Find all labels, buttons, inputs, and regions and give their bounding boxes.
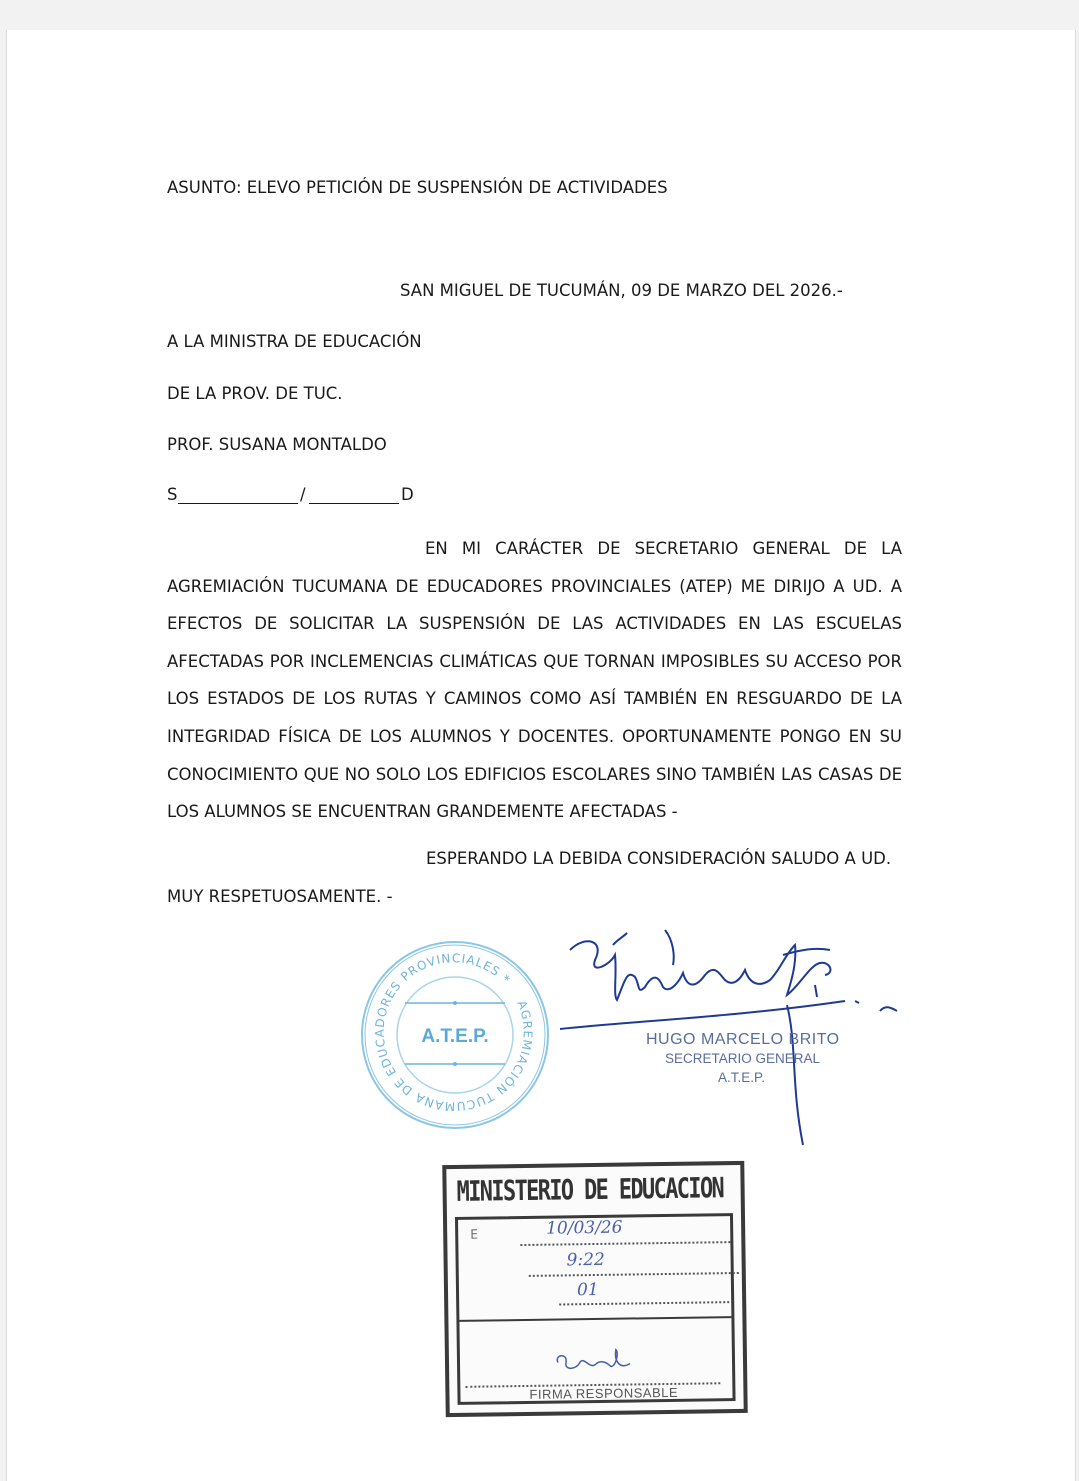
atep-seal-graphic xyxy=(355,938,555,1133)
signatory-org: A.T.E.P. xyxy=(718,1070,766,1085)
stamp-responsible-signature xyxy=(550,1347,640,1378)
seal-center-text: A.T.E.P. xyxy=(421,1026,489,1047)
stamp-title: MINISTERIO DE EDUCACION xyxy=(456,1171,724,1208)
salutation-sd xyxy=(167,485,427,509)
stamp-date-value: 10/03/26 xyxy=(546,1217,623,1239)
closing-line-1: ESPERANDO LA DEBIDA CONSIDERACIÓN SALUDO A UD. xyxy=(426,849,892,868)
stamp-time-value: 9:22 xyxy=(566,1249,605,1271)
stamp-label-date: E xyxy=(470,1227,479,1243)
stamp-field-time xyxy=(529,1271,739,1277)
closing-line-2: MUY RESPETUOSAMENTE. - xyxy=(167,887,393,906)
salutation-slash: / xyxy=(300,485,306,504)
stamp-field-number xyxy=(559,1300,729,1305)
salutation-d: D xyxy=(401,485,414,504)
signatory-title: SECRETARIO GENERAL xyxy=(665,1051,821,1066)
salutation-underline-2 xyxy=(309,503,399,504)
recipient-line-3: PROF. SUSANA MONTALDO xyxy=(167,435,387,454)
recipient-line-2: DE LA PROV. DE TUC. xyxy=(167,384,343,403)
signatory-name: HUGO MARCELO BRITO xyxy=(646,1031,840,1048)
stamp-field-date xyxy=(520,1240,730,1246)
stamp-footer-text: FIRMA RESPONSABLE xyxy=(529,1384,679,1402)
letter-date: SAN MIGUEL DE TUCUMÁN, 09 DE MARZO DEL 2026.- xyxy=(400,281,843,300)
recipient-line-1: A LA MINISTRA DE EDUCACIÓN xyxy=(167,332,422,351)
stamp-divider xyxy=(459,1316,731,1322)
stamp-inner-box xyxy=(455,1213,736,1405)
salutation-underline-1 xyxy=(178,503,298,504)
salutation-s: S xyxy=(167,485,178,504)
reception-stamp xyxy=(442,1161,747,1417)
stamp-number-value: 01 xyxy=(576,1279,599,1301)
letter-subject: ASUNTO: ELEVO PETICIÓN DE SUSPENSIÓN DE ACTIVIDADES xyxy=(167,178,668,197)
letter-body: EN MI CARÁCTER DE SECRETARIO GENERAL DE LA AGREMIACIÓN TUCUMANA DE EDUCADORES PROVINCIALES (ATEP) ME DIRIJO A UD. A EFECTOS DE SOLICITAR LA SUSPENSIÓN DE LAS ACTIVIDADES EN LAS ESCUELAS AFECTADAS POR INCLEMENCIAS CLIMÁTICAS QUE TORNAN IMPOSIBLES SU ACCESO POR LOS ESTADOS DE LOS RUTAS Y CAMINOS COMO ASÍ TAMBIÉN EN RESGUARDO DE LA INTEGRIDAD FÍSICA DE LOS ALUMNOS Y DOCENTES. OPORTUNAMENTE PONGO EN SU CONOCIMIENTO QUE NO SOLO LOS EDIFICIOS ESCOLARES SINO TAMBIÉN LAS CASAS DE LOS ALUMNOS SE ENCUENTRAN GRANDEMENTE AFECTADAS - xyxy=(167,539,902,822)
atep-seal xyxy=(355,938,555,1133)
seal-ring-text: AGREMIACIÓN TUCUMANA DE EDUCADORES PROVINCIALES * xyxy=(372,951,535,1114)
